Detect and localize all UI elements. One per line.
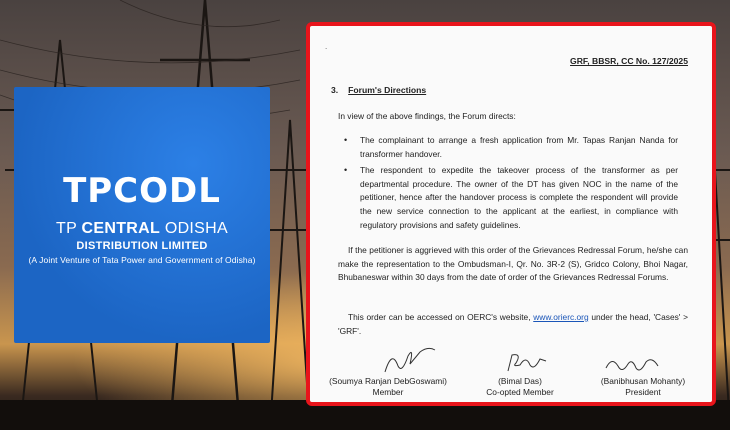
case-number: GRF, BBSR, CC No. 127/2025 — [570, 56, 688, 66]
oerc-website-link[interactable]: www.orierc.org — [533, 312, 589, 322]
order-document — [306, 22, 716, 406]
access-text-pre: This order can be accessed on OERC's website, — [348, 312, 534, 322]
signature-1-image — [380, 344, 440, 378]
direction-item-1: • The complainant to arrange a fresh application from Mr. Tapas Ranjan Nanda for transformer handover. — [338, 134, 678, 161]
signatory-1-role: Member — [372, 386, 404, 397]
section-heading — [331, 84, 426, 98]
signatory-2-name: (Bimal Das) — [498, 376, 542, 386]
signatory-2-role: Co-opted Member — [486, 386, 554, 397]
logo-name-part-1: TP — [56, 220, 82, 237]
signatory-3-role: President — [625, 386, 661, 397]
signatory-3 — [578, 376, 708, 397]
access-text-post: under the head, 'Cases' > 'GRF'. — [338, 312, 688, 336]
section-title: Forum's Directions — [348, 85, 427, 95]
logo-company-name — [14, 220, 270, 238]
access-paragraph — [338, 311, 688, 338]
logo-tagline: (A Joint Venture of Tata Power and Government of Odisha) — [28, 255, 256, 265]
appeal-paragraph: If the petitioner is aggrieved with this order of the Grievances Redressal Forum, he/she can make the representation to the Ombudsman-I, Qr. No. 3R-2 (S), Gridco Colony, Bhoi Nagar, Bhubaneswar within 30 days from the date of order of the Grievances Redressal Forums. — [338, 245, 688, 283]
logo-name-part-3: ODISHA — [160, 220, 228, 237]
signature-2-image — [502, 351, 552, 377]
signature-3-image — [602, 354, 662, 378]
signatory-3-name: (Banibhusan Mohanty) — [600, 376, 686, 386]
logo-subtitle: DISTRIBUTION LIMITED — [76, 240, 208, 252]
logo-name-part-2: CENTRAL — [81, 220, 161, 237]
direction-item-2: • The respondent to expedite the takeover process of the transformer as per departmental procedure. The owner of the DT has given NOC in the name of the petitioner, hence after the handover process is complete the respondent will provide the new service connection to the applicant at the earliest, in compliance with regulatory provisions and safety guidelines. — [338, 164, 678, 232]
signatory-1 — [328, 376, 448, 397]
signatory-1-name: (Soumya Ranjan DebGoswami) — [329, 376, 447, 386]
signatory-2 — [465, 376, 575, 397]
intro-text: In view of the above findings, the Forum directs: — [338, 111, 516, 121]
logo-brand-text: TPCODL — [63, 171, 221, 211]
page-mark: . — [325, 42, 328, 51]
section-number: 3. — [331, 85, 339, 95]
tpcodl-logo — [14, 87, 270, 343]
directions-list — [338, 134, 678, 235]
